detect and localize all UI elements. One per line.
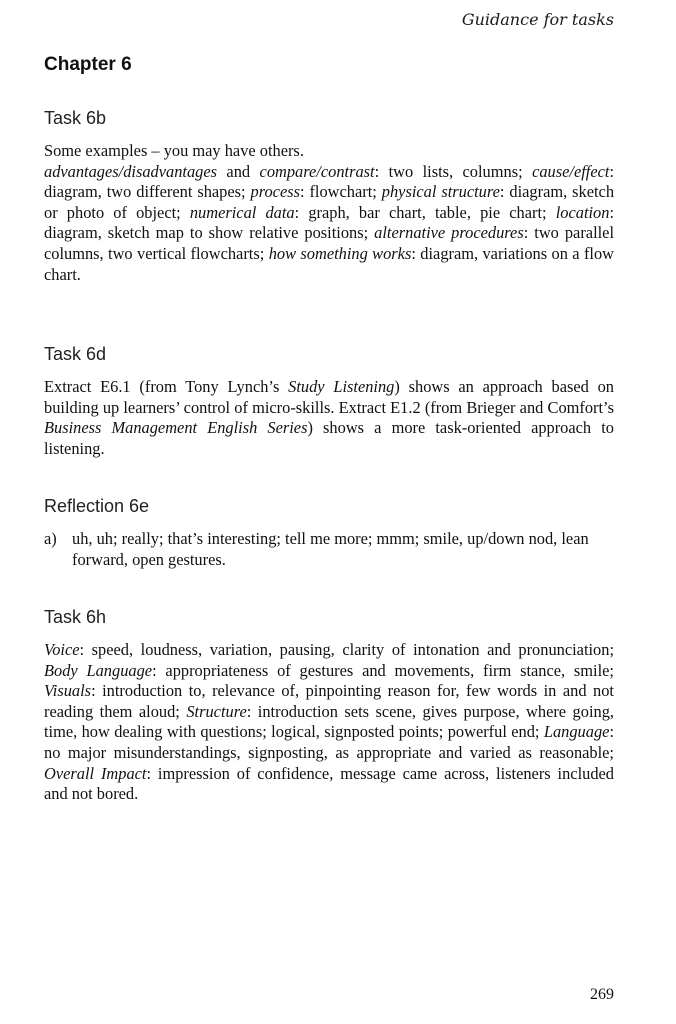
running-head: Guidance for tasks — [461, 10, 614, 29]
italic-term: compare/contrast — [259, 161, 375, 181]
italic-term: Structure — [186, 701, 247, 721]
italic-term: Language — [543, 722, 610, 742]
italic-term: Body Language — [44, 660, 153, 680]
chapter-title: Chapter 6 — [44, 54, 132, 75]
italic-term: how something works — [268, 243, 412, 263]
list-item-text: uh, uh; really; that’s interesting; tell me more; mmm; smile, up/down nod, lean forward, open gestures. — [72, 529, 589, 569]
list-item — [44, 529, 614, 570]
text-run: Extract E6.1 (from Tony Lynch’s — [44, 377, 289, 396]
italic-term: alternative procedures — [374, 223, 524, 243]
text-run: and — [217, 161, 260, 181]
text-run: : two lists, columns; — [374, 161, 533, 181]
section-heading: Task 6d — [44, 344, 107, 364]
text-run: : diagram, variations on a flow chart. — [44, 243, 615, 284]
section-task-6h — [44, 607, 614, 805]
list-item-label: a) — [44, 529, 57, 548]
italic-term: Voice — [44, 640, 80, 659]
italic-term: physical structure — [381, 182, 500, 202]
text-run: : two parallel columns, two vertical flowcharts; — [44, 223, 615, 263]
text-run: : introduction sets scene, gives purpose, where going, time, how dealing with questions; logical, signposted points; powerful end; — [44, 701, 614, 742]
italic-term: location — [555, 202, 610, 222]
text-run: : impression of confidence, message came across, listeners included and not bored. — [44, 763, 614, 804]
italic-term: numerical data — [189, 202, 295, 222]
text-run: : diagram, sketch map to show relative positions; — [44, 202, 614, 243]
text-run: ) shows an approach based on building up learners’ control of micro-skills. Extract E1.2 (from Brieger and Comfort’s — [44, 377, 615, 417]
italic-term: Visuals — [44, 681, 92, 701]
italic-term: Study Listening — [288, 377, 395, 396]
text-run: : no major misunderstandings, signposting, as appropriate and varied as reasonable; — [44, 722, 614, 762]
italic-term: Business Management English Series — [44, 418, 308, 438]
page-number: 269 — [590, 986, 614, 1003]
italic-term: Overall Impact — [44, 763, 147, 783]
text-run: : appropriateness of gestures and movements, firm stance, smile; — [152, 660, 614, 680]
section-intro: Some examples – you may have others. — [44, 141, 304, 160]
text-run: : flowchart; — [299, 182, 382, 202]
text-run: : diagram, two different shapes; — [44, 161, 614, 202]
section-heading: Task 6h — [44, 607, 107, 627]
section-heading: Reflection 6e — [44, 496, 150, 516]
text-run: : introduction to, relevance of, pinpointing reason for, few words in and not reading them aloud; — [44, 681, 614, 721]
italic-term: advantages/disadvantages — [44, 161, 217, 181]
section-reflection-6e — [44, 496, 614, 570]
section-body — [44, 162, 614, 286]
section-task-6d — [44, 344, 614, 459]
section-heading: Task 6b — [44, 108, 107, 128]
italic-term: cause/effect — [532, 161, 610, 181]
text-run: : speed, loudness, variation, pausing, clarity of intonation and pronunciation; — [79, 640, 614, 659]
italic-term: process — [250, 182, 300, 202]
text-run: ) shows a more task-oriented approach to listening. — [44, 418, 615, 458]
text-run: : diagram, sketch or photo of object; — [44, 182, 615, 222]
section-task-6b — [44, 108, 614, 285]
section-body — [44, 377, 614, 459]
section-body — [44, 640, 614, 805]
text-run: : graph, bar chart, table, pie chart; — [294, 202, 556, 222]
